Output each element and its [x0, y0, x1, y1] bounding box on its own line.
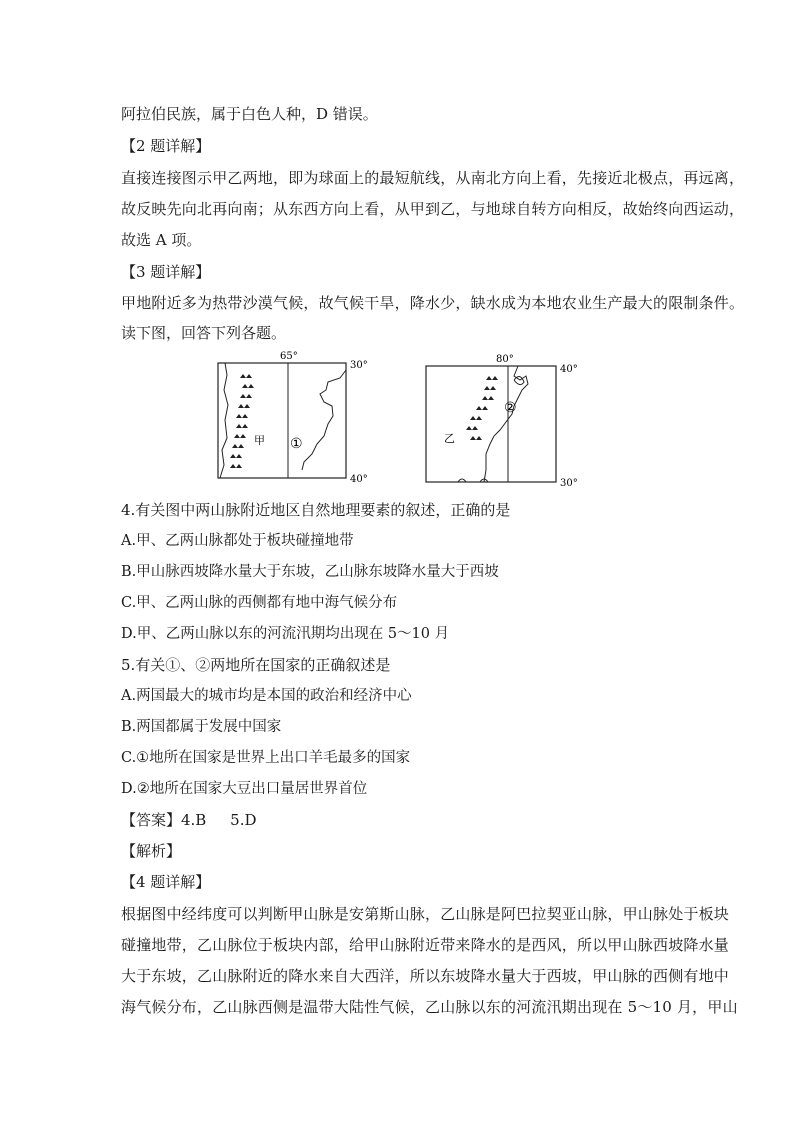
text-line: 海气候分布，乙山脉西侧是温带大陆性气候，乙山脉以东的河流汛期出现在 5～10 月，甲山	[121, 998, 738, 1016]
question-4-option-a: A.甲、乙两山脉都处于板块碰撞地带	[121, 533, 354, 549]
section-heading-q4: 【4 题详解】	[121, 873, 211, 891]
text-line: 阿拉伯民族，属于白色人种，D 错误。	[121, 105, 378, 123]
map-left-label-circle: ①	[290, 436, 303, 452]
map-left-lat-top: 30°	[350, 360, 368, 371]
question-5-option-c: C.①地所在国家是世界上出口羊毛最多的国家	[121, 750, 411, 766]
map-right-label-circle: ②	[504, 400, 517, 416]
text-line: 碰撞地带，乙山脉位于板块内部，给甲山脉附近带来降水的是西风，所以甲山脉西坡降水量	[121, 936, 730, 954]
question-4-option-d: D.甲、乙两山脉以东的河流汛期均出现在 5～10 月	[121, 626, 450, 642]
text-line: 直接连接图示甲乙两地，即为球面上的最短航线，从南北方向上看，先接近北极点，再远离，	[121, 169, 745, 187]
map-left-label-jia: 甲	[254, 434, 265, 447]
question-4-option-c: C.甲、乙两山脉的西侧都有地中海气候分布	[121, 595, 398, 611]
text-line: 故反映先向北再向南；从东西方向上看，从甲到乙，与地球自转方向相反，故始终向西运动，	[121, 200, 745, 218]
answer-line: 【答案】4.B 5.D	[121, 811, 257, 829]
analysis-heading: 【解析】	[121, 842, 182, 860]
question-5-option-a: A.两国最大的城市均是本国的政治和经济中心	[121, 688, 412, 704]
map-right-lat-top: 40°	[560, 364, 578, 375]
mountain-range-icon	[230, 374, 254, 468]
section-heading-q2: 【2 题详解】	[121, 137, 211, 155]
map-left-lat-bottom: 40°	[350, 474, 368, 485]
map-right-longitude: 80°	[496, 354, 514, 365]
map-left	[218, 351, 368, 485]
question-5-stem: 5.有关①、②两地所在国家的正确叙述是	[121, 656, 391, 674]
map-right	[426, 354, 578, 489]
text-line: 根据图中经纬度可以判断甲山脉是安第斯山脉，乙山脉是阿巴拉契亚山脉，甲山脉处于板块	[121, 905, 730, 923]
question-5-option-b: B.两国都属于发展中国家	[121, 719, 282, 735]
text-line: 故选 A 项。	[121, 231, 202, 249]
text-line: 读下图，回答下列各题。	[121, 324, 287, 342]
question-5-option-d: D.②地所在国家大豆出口量居世界首位	[121, 781, 368, 797]
map-left-longitude: 65°	[280, 351, 298, 362]
section-heading-q3: 【3 题详解】	[121, 263, 211, 281]
question-4-option-b: B.甲山脉西坡降水量大于东坡，乙山脉东坡降水量大于西坡	[121, 564, 499, 580]
question-4-stem: 4.有关图中两山脉附近地区自然地理要素的叙述，正确的是	[121, 501, 511, 519]
maps-figure	[200, 350, 600, 500]
map-right-lat-bottom: 30°	[560, 478, 578, 489]
text-line: 甲地附近多为热带沙漠气候，故气候干旱，降水少，缺水成为本地农业生产最大的限制条件。	[121, 294, 745, 312]
map-right-label-yi: 乙	[444, 432, 455, 445]
text-line: 大于东坡，乙山脉附近的降水来自大西洋，所以东坡降水量大于西坡，甲山脉的西侧有地中	[121, 967, 730, 985]
mountain-range-icon	[466, 376, 498, 440]
